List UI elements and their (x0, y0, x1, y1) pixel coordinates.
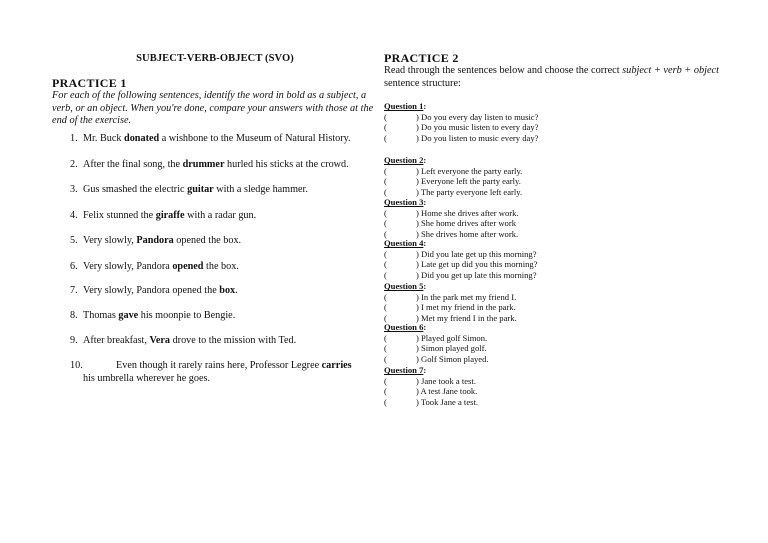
option-text: She drives home after work. (421, 229, 519, 240)
answer-option[interactable]: ( ) Met my friend I in the park. (384, 313, 517, 324)
question-label: Question 3: (384, 197, 427, 207)
list-item: 8. Thomas gave his moonpie to Bengie. (70, 310, 236, 321)
option-text: In the park met my friend I. (421, 291, 517, 302)
answer-blank[interactable]: ( (384, 187, 387, 198)
answer-option[interactable]: ( ) Simon played golf. (384, 343, 487, 354)
answer-option[interactable]: ( ) Jane took a test. (384, 375, 476, 386)
answer-blank[interactable]: ( (384, 229, 387, 240)
answer-option[interactable]: ( ) Did you late get up this morning? (384, 248, 537, 259)
option-text: Do you listen to music every day? (421, 133, 539, 144)
question-label: Question 2: (384, 155, 427, 165)
question-label: Question 1: (384, 101, 427, 111)
answer-blank[interactable]: ( (384, 386, 387, 397)
option-text: I met my friend in the park. (421, 302, 516, 313)
option-text: Played golf Simon. (421, 332, 488, 343)
question-block (384, 101, 754, 144)
question-label: Question 6: (384, 322, 427, 332)
answer-option[interactable]: ( ) Home she drives after work. (384, 207, 519, 218)
answer-option[interactable]: ( ) Do you music listen to every day? (384, 122, 539, 133)
question-label: Question 7: (384, 365, 427, 375)
answer-option[interactable]: ( ) She home drives after work (384, 218, 516, 229)
answer-blank[interactable]: ( (384, 248, 387, 259)
bold-word: Vera (149, 335, 171, 346)
answer-blank[interactable]: ( (384, 218, 387, 229)
answer-option[interactable]: ( ) Do you every day listen to music? (384, 111, 539, 122)
option-text: Do you every day listen to music? (421, 111, 539, 122)
answer-blank[interactable]: ( (384, 375, 387, 386)
bold-word: opened (172, 261, 204, 272)
bold-word: gave (118, 310, 139, 321)
list-item: 7. Very slowly, Pandora opened the box. (70, 285, 238, 296)
option-text: Did you late get up this morning? (421, 248, 537, 259)
bold-word: giraffe (155, 210, 185, 221)
answer-blank[interactable]: ( (384, 354, 387, 365)
option-text: She home drives after work (421, 218, 516, 229)
list-item: 5. Very slowly, Pandora opened the box. (70, 235, 242, 246)
option-text: Home she drives after work. (421, 207, 519, 218)
answer-blank[interactable]: ( (384, 176, 387, 187)
bold-word: donated (124, 133, 160, 144)
option-text: Do you music listen to every day? (421, 122, 539, 133)
option-text: The party everyone left early. (420, 187, 523, 198)
list-item: 9. After breakfast, Vera drove to the mission with Ted. (70, 335, 297, 346)
option-text: Everyone left the party early. (421, 176, 521, 187)
question-block (384, 281, 754, 324)
option-text: Met my friend I in the park. (421, 313, 517, 324)
answer-blank[interactable]: ( (384, 133, 387, 144)
option-text: Took Jane a test. (420, 397, 479, 408)
answer-option[interactable]: ( ) Late get up did you this morning? (384, 259, 538, 270)
option-text: Did you get up late this morning? (421, 270, 537, 281)
answer-blank[interactable]: ( (384, 165, 387, 176)
list-item: 3. Gus smashed the electric guitar with a sledge hammer. (70, 184, 308, 195)
option-text: A test Jane took. (420, 386, 478, 397)
list-item: 6. Very slowly, Pandora opened the box. (70, 261, 239, 272)
list-item: 2. After the final song, the drummer hurled his sticks at the crowd. (70, 159, 349, 170)
bold-word: guitar (187, 184, 214, 195)
answer-option[interactable]: ( ) Did you get up late this morning? (384, 270, 537, 281)
question-label: Question 5: (384, 281, 427, 291)
answer-blank[interactable]: ( (384, 343, 387, 354)
answer-option[interactable]: ( ) She drives home after work. (384, 229, 519, 240)
question-block (384, 322, 754, 365)
answer-option[interactable]: ( ) In the park met my friend I. (384, 291, 517, 302)
bold-word: drummer (182, 159, 225, 170)
answer-option[interactable]: ( ) Everyone left the party early. (384, 176, 521, 187)
question-block (384, 197, 754, 240)
practice2-heading: PRACTICE 2 (384, 51, 459, 65)
option-text: Jane took a test. (421, 375, 476, 386)
answer-blank[interactable]: ( (384, 270, 387, 281)
answer-option[interactable]: ( ) I met my friend in the park. (384, 302, 516, 313)
list-item: 4. Felix stunned the giraffe with a radar gun. (70, 210, 257, 221)
answer-option[interactable]: ( ) A test Jane took. (384, 386, 478, 397)
answer-option[interactable]: ( ) The party everyone left early. (384, 187, 523, 198)
option-text: Left everyone the party early. (421, 165, 523, 176)
answer-blank[interactable]: ( (384, 291, 387, 302)
answer-blank[interactable]: ( (384, 332, 387, 343)
question-block (384, 155, 754, 198)
practice1-heading: PRACTICE 1 (52, 76, 127, 90)
answer-blank[interactable]: ( (384, 313, 387, 324)
answer-option[interactable]: ( ) Played golf Simon. (384, 332, 488, 343)
practice2-instructions: Read through the sentences below and choose the correct subject + verb + object sentence structure: (384, 65, 719, 89)
question-label: Question 4: (384, 238, 427, 248)
worksheet-title: SUBJECT-VERB-OBJECT (SVO) (136, 53, 294, 64)
answer-option[interactable]: ( ) Golf Simon played. (384, 354, 489, 365)
answer-blank[interactable]: ( (384, 207, 387, 218)
answer-blank[interactable]: ( (384, 111, 387, 122)
option-text: Simon played golf. (421, 343, 487, 354)
list-item: 1. Mr. Buck donated a wishbone to the Museum of Natural History. (70, 133, 351, 144)
option-text: Late get up did you this morning? (421, 259, 538, 270)
bold-word: Pandora (136, 235, 174, 246)
answer-option[interactable]: ( ) Left everyone the party early. (384, 165, 523, 176)
option-text: Golf Simon played. (421, 354, 489, 365)
bold-word: box (219, 285, 236, 296)
answer-blank[interactable]: ( (384, 302, 387, 313)
answer-option[interactable]: ( ) Do you listen to music every day? (384, 133, 539, 144)
answer-blank[interactable]: ( (384, 122, 387, 133)
answer-option[interactable]: ( ) Took Jane a test. (384, 397, 479, 408)
question-block (384, 238, 754, 281)
practice1-instructions: For each of the following sentences, identify the word in bold as a subject, a verb, or an object. When you're done, compare your answers with those at the end of the exercise. (52, 90, 374, 127)
list-item: 10. Even though it rarely rains here, Professor Legree carries his umbrella wherever he goes. (70, 360, 352, 384)
question-block (384, 365, 754, 408)
answer-blank[interactable]: ( (384, 397, 387, 408)
bold-word: carries (321, 360, 352, 371)
answer-blank[interactable]: ( (384, 259, 387, 270)
